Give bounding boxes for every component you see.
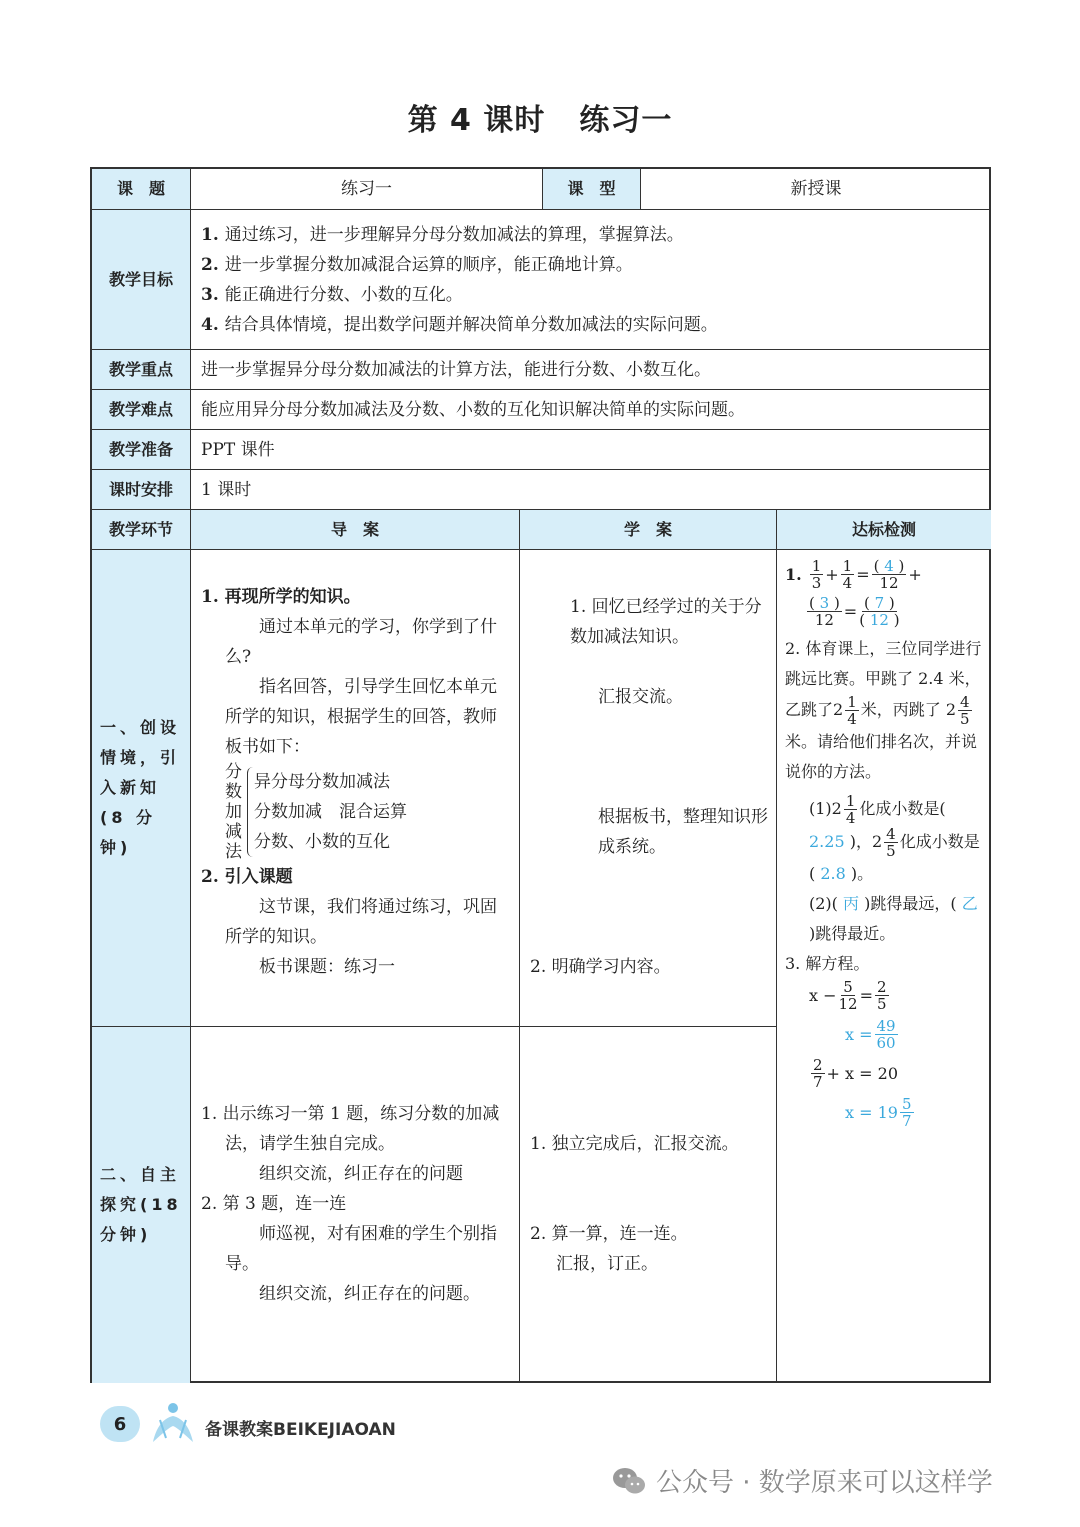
check-q3: 3. 解方程。 xyxy=(785,954,870,973)
stage-col-header: 教学环节 xyxy=(92,509,190,549)
topic-label: 课 题 xyxy=(92,169,190,209)
answer-equation-2: x = 19 $\frac{5}{7}$ xyxy=(845,1095,912,1130)
goal-item: 1. 通过练习，进一步理解异分母分数加减法的算理，掌握算法。 xyxy=(201,225,684,245)
fraction: $\frac{1}{3}$ xyxy=(811,557,822,592)
stage2-study-s2: 2. 算一算，连一连。 xyxy=(530,1224,688,1244)
fraction: $\frac{1}{4}$ xyxy=(842,557,853,592)
stage2-guide-h1: 1. 出示练习一第 1 题，练习分数的加减法，请学生独自完成。 xyxy=(201,1104,500,1154)
check-q1-line1: 1. $\frac{1}{3}$ + $\frac{1}{4}$ = $\frac{( 4 )}{12}$ + xyxy=(785,557,922,592)
goals-label: 教学目标 xyxy=(92,209,190,349)
stage2-guide-p3: 组织交流，纠正存在的问题。 xyxy=(259,1284,480,1304)
watermark: 公众号 · 数学原来可以这样学 xyxy=(612,1462,993,1499)
wechat-icon xyxy=(612,1466,646,1496)
fraction: $\frac{4}{5}$ xyxy=(960,693,970,728)
page-number: 6 xyxy=(100,1406,140,1442)
goal-item: 3. 能正确进行分数、小数的互化。 xyxy=(201,285,463,305)
prep-text: PPT 课件 xyxy=(190,429,991,469)
stage1-study-s2: 汇报交流。 xyxy=(598,687,683,707)
stage1-guide-p1: 通过本单元的学习，你学到了什么? xyxy=(225,617,497,667)
brace-item: 分数加减 混合运算 xyxy=(254,802,407,822)
stage1-guide-p3: 这节课，我们将通过练习，巩固所学的知识。 xyxy=(225,897,497,947)
check-q2-1: (1)2 $\frac{1}{4}$ 化成小数是( 2.25 )，2 $\frac{4}{5}$ 化成小数是( 2.8 )。 xyxy=(809,792,980,883)
stage2-study xyxy=(519,1026,776,1383)
answer-fraction: $\frac{( 4 )}{12}$ xyxy=(873,557,905,592)
stage1-study-s1: 1. 回忆已经学过的关于分数加减法知识。 xyxy=(570,597,762,647)
goals-list xyxy=(190,209,991,349)
stage2-label: 二、自主探究(18 分钟) xyxy=(92,1026,190,1383)
fraction: $\frac{5}{12}$ xyxy=(838,978,858,1013)
fraction: $\frac{49}{60}$ xyxy=(876,1017,896,1052)
check-q1-line2: $\frac{( 3 )}{12}$ = $\frac{( 7 )}{( 12 )}$ xyxy=(809,594,900,629)
stage2-guide-h2: 2. 第 3 题，连一连 xyxy=(201,1194,347,1214)
check-col-header: 达标检测 xyxy=(776,509,991,549)
answer-yi: 乙 xyxy=(961,894,978,913)
difficulty-label: 教学难点 xyxy=(92,389,190,429)
stage1-label: 一、创设情境，引入新知(8 分钟) xyxy=(92,549,190,1026)
equation-2: $\frac{2}{7}$ + x = 20 xyxy=(813,1056,898,1091)
fraction: $\frac{2}{5}$ xyxy=(877,978,887,1013)
fraction: $\frac{5}{7}$ xyxy=(901,1095,912,1130)
stage1-study xyxy=(519,549,776,1026)
difficulty-text: 能应用异分母分数加减法及分数、小数的互化知识解决简单的实际问题。 xyxy=(190,389,991,429)
stage2-study-s1: 1. 独立完成后，汇报交流。 xyxy=(530,1134,739,1154)
q1-number: 1. xyxy=(785,564,802,584)
check-column xyxy=(776,549,991,1383)
lesson-title: 第 4 课时 练习一 xyxy=(407,103,673,138)
knowledge-brace xyxy=(201,762,509,862)
stage1-guide-p4: 板书课题：练习一 xyxy=(259,957,395,977)
stage1-study-s4: 2. 明确学习内容。 xyxy=(530,957,671,977)
brand-text: 备课教案BEIKEJIAOAN xyxy=(205,1420,396,1440)
check-q2-2: (2)( 丙 )跳得最远，( 乙 )跳得最近。 xyxy=(809,894,978,943)
topic-value: 练习一 xyxy=(190,169,542,209)
stage1-guide-h1: 1. 再现所学的知识。 xyxy=(201,587,361,607)
stage2-guide xyxy=(190,1026,519,1383)
fraction: $\frac{1}{4}$ xyxy=(845,792,856,827)
time-text: 1 课时 xyxy=(190,469,991,509)
book-logo-icon xyxy=(148,1398,198,1448)
brace-title: 分数加减法 xyxy=(225,762,242,862)
answer-fraction: $\frac{( 7 )}{( 12 )}$ xyxy=(859,594,900,629)
stage2-guide-p2: 师巡视，对有困难的学生个别指导。 xyxy=(225,1224,497,1274)
equation-1: x − $\frac{5}{12}$ = $\frac{2}{5}$ xyxy=(809,978,887,1013)
stage1-guide-p2: 指名回答，引导学生回忆本单元所学的知识，根据学生的回答，教师板书如下： xyxy=(225,677,497,757)
stage1-guide-h2: 2. 引入课题 xyxy=(201,867,293,887)
goal-item: 2. 进一步掌握分数加减混合运算的顺序，能正确地计算。 xyxy=(201,255,633,275)
answer-bing: 丙 xyxy=(843,894,860,913)
check-q2: 2. 体育课上，三位同学进行跳远比赛。甲跳了 2.4 米，乙跳了2 $\frac{1}{4}$ 米，丙跳了 2 $\frac{4}{5}$ 米。请给他们排名次，并说说你的方法。 xyxy=(785,639,982,781)
stage2-guide-p1: 组织交流，纠正存在的问题 xyxy=(259,1164,463,1184)
lesson-plan-table xyxy=(90,167,991,1383)
brace-item: 异分母分数加减法 xyxy=(254,772,390,792)
study-col-header: 学 案 xyxy=(519,509,776,549)
answer-2-25: 2.25 xyxy=(809,832,845,851)
type-label: 课 型 xyxy=(542,169,640,209)
fraction: $\frac{4}{5}$ xyxy=(886,825,896,860)
answer-2-8: 2.8 xyxy=(820,864,846,883)
time-label: 课时安排 xyxy=(92,469,190,509)
goal-item: 4. 结合具体情境，提出数学问题并解决简单分数加减法的实际问题。 xyxy=(201,315,718,335)
guide-col-header: 导 案 xyxy=(190,509,519,549)
prep-label: 教学准备 xyxy=(92,429,190,469)
brace-item: 分数、小数的互化 xyxy=(254,832,390,852)
type-value: 新授课 xyxy=(640,169,991,209)
fraction: $\frac{2}{7}$ xyxy=(813,1056,823,1091)
answer-equation-1: x = $\frac{49}{60}$ xyxy=(845,1017,896,1052)
stage1-guide xyxy=(190,549,519,1026)
key-point-text: 进一步掌握异分母分数加减法的计算方法，能进行分数、小数互化。 xyxy=(190,349,991,389)
fraction: $\frac{1}{4}$ xyxy=(847,693,857,728)
stage1-study-s3: 根据板书，整理知识形成系统。 xyxy=(598,807,768,857)
answer-fraction: $\frac{( 3 )}{12}$ xyxy=(809,594,840,629)
key-point-label: 教学重点 xyxy=(92,349,190,389)
stage2-study-s3: 汇报，订正。 xyxy=(556,1254,658,1274)
